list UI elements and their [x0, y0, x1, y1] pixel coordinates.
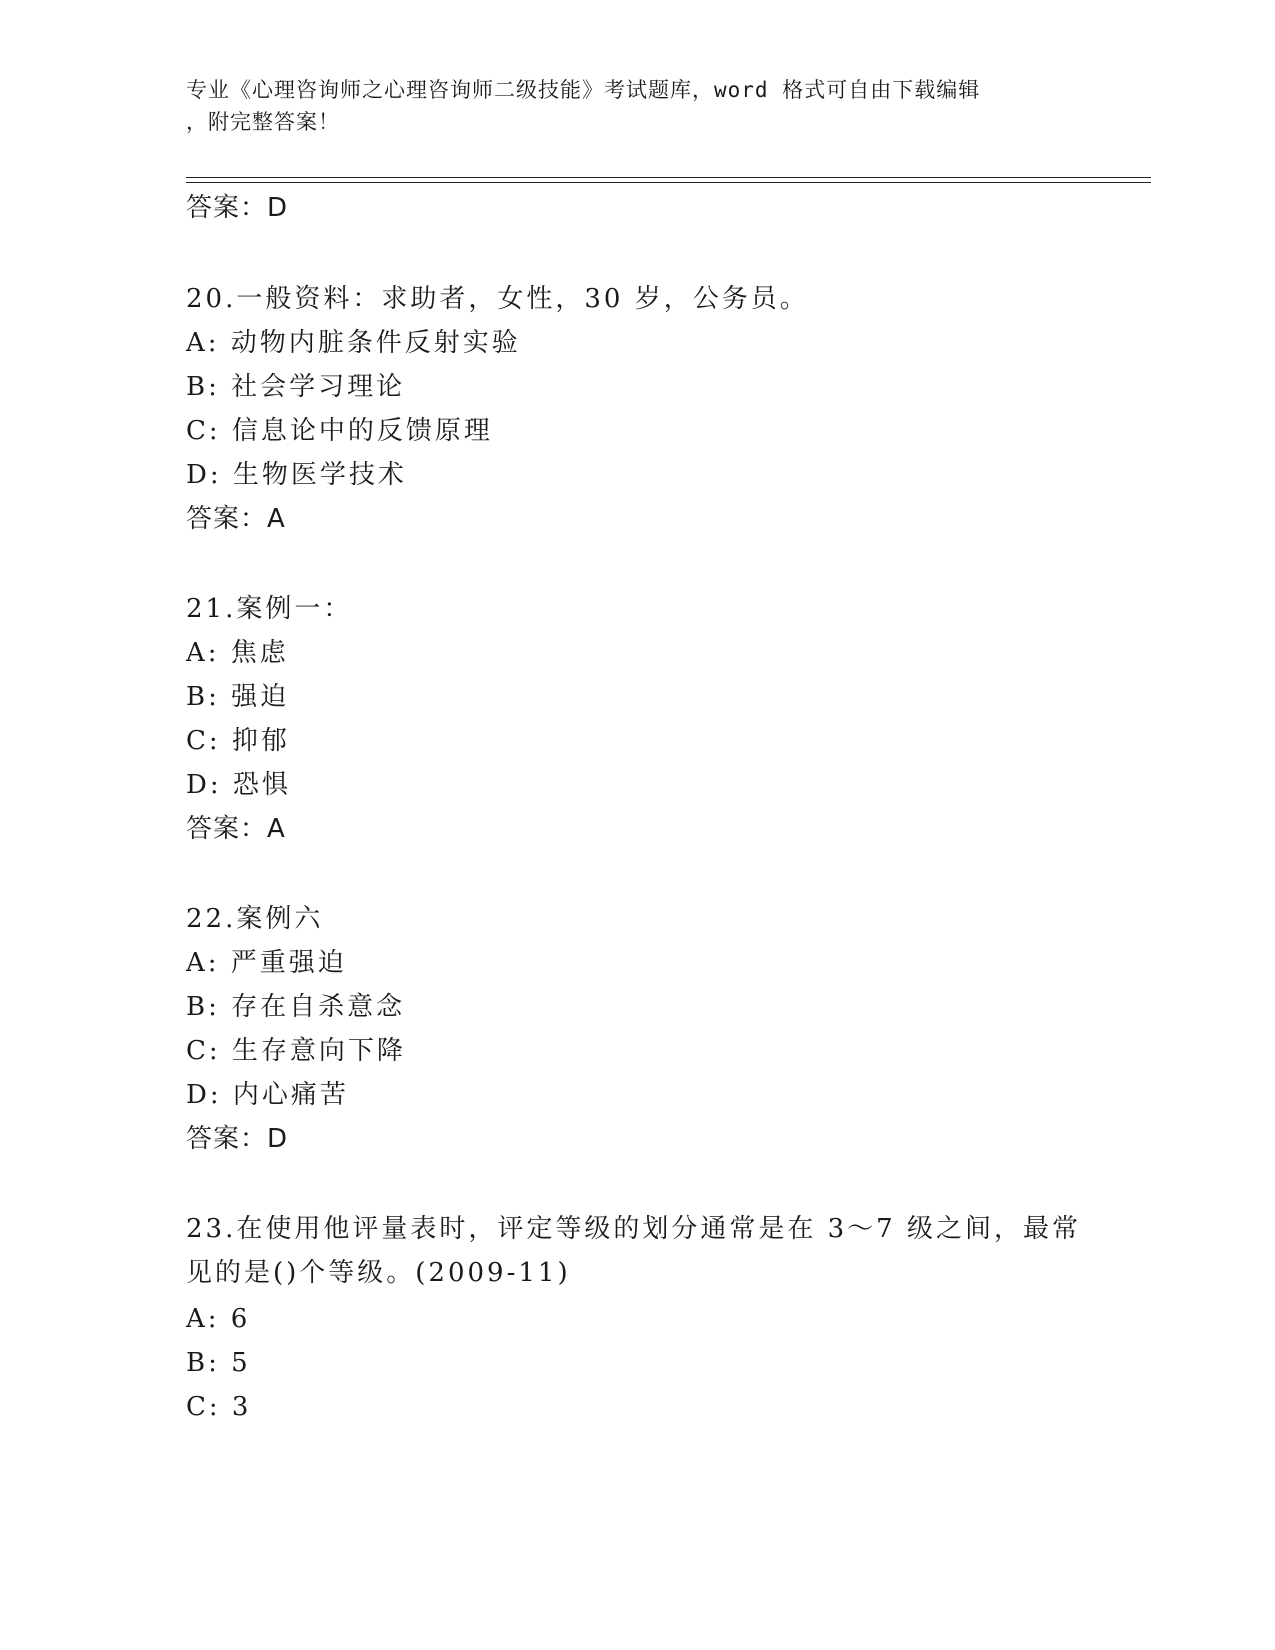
question-20-option-a: A: 动物内脏条件反射实验 — [186, 328, 521, 358]
question-20-option-c: C: 信息论中的反馈原理 — [186, 416, 493, 446]
previous-answer: 答案：D — [186, 193, 289, 223]
question-23-stem-line-2: 见的是()个等级。(2009-11) — [186, 1258, 571, 1288]
header-line-1: 专业《心理咨询师之心理咨询师二级技能》考试题库，word 格式可自由下载编辑 — [186, 78, 981, 102]
question-23-option-c: C: 3 — [186, 1392, 252, 1422]
document-header — [186, 74, 1066, 138]
question-21-answer: 答案：A — [186, 814, 286, 844]
question-21-option-c: C: 抑郁 — [186, 726, 290, 756]
question-21-option-b: B: 强迫 — [186, 682, 290, 712]
question-22-answer: 答案：D — [186, 1124, 289, 1154]
header-line-2: ，附完整答案！ — [186, 110, 340, 134]
question-22-option-b: B: 存在自杀意念 — [186, 992, 406, 1022]
question-20-option-d: D: 生物医学技术 — [186, 460, 407, 490]
question-23-option-a: A: 6 — [186, 1304, 251, 1334]
question-23-stem-line-1: 23.在使用他评量表时，评定等级的划分通常是在 3～7 级之间，最常 — [186, 1214, 1081, 1244]
question-23-option-b: B: 5 — [186, 1348, 251, 1378]
question-21-option-d: D: 恐惧 — [186, 770, 291, 800]
question-21-option-a: A: 焦虑 — [186, 638, 289, 668]
header-divider-top — [186, 177, 1151, 178]
question-22-option-d: D: 内心痛苦 — [186, 1080, 349, 1110]
question-20-answer: 答案：A — [186, 504, 286, 534]
question-22-stem: 22.案例六 — [186, 904, 324, 934]
question-22-option-a: A: 严重强迫 — [186, 948, 347, 978]
question-20-stem: 20.一般资料：求助者，女性，30 岁，公务员。 — [186, 284, 809, 314]
question-22-option-c: C: 生存意向下降 — [186, 1036, 406, 1066]
question-21-stem: 21.案例一： — [186, 594, 353, 624]
header-divider-bottom — [186, 182, 1151, 183]
question-20-option-b: B: 社会学习理论 — [186, 372, 406, 402]
